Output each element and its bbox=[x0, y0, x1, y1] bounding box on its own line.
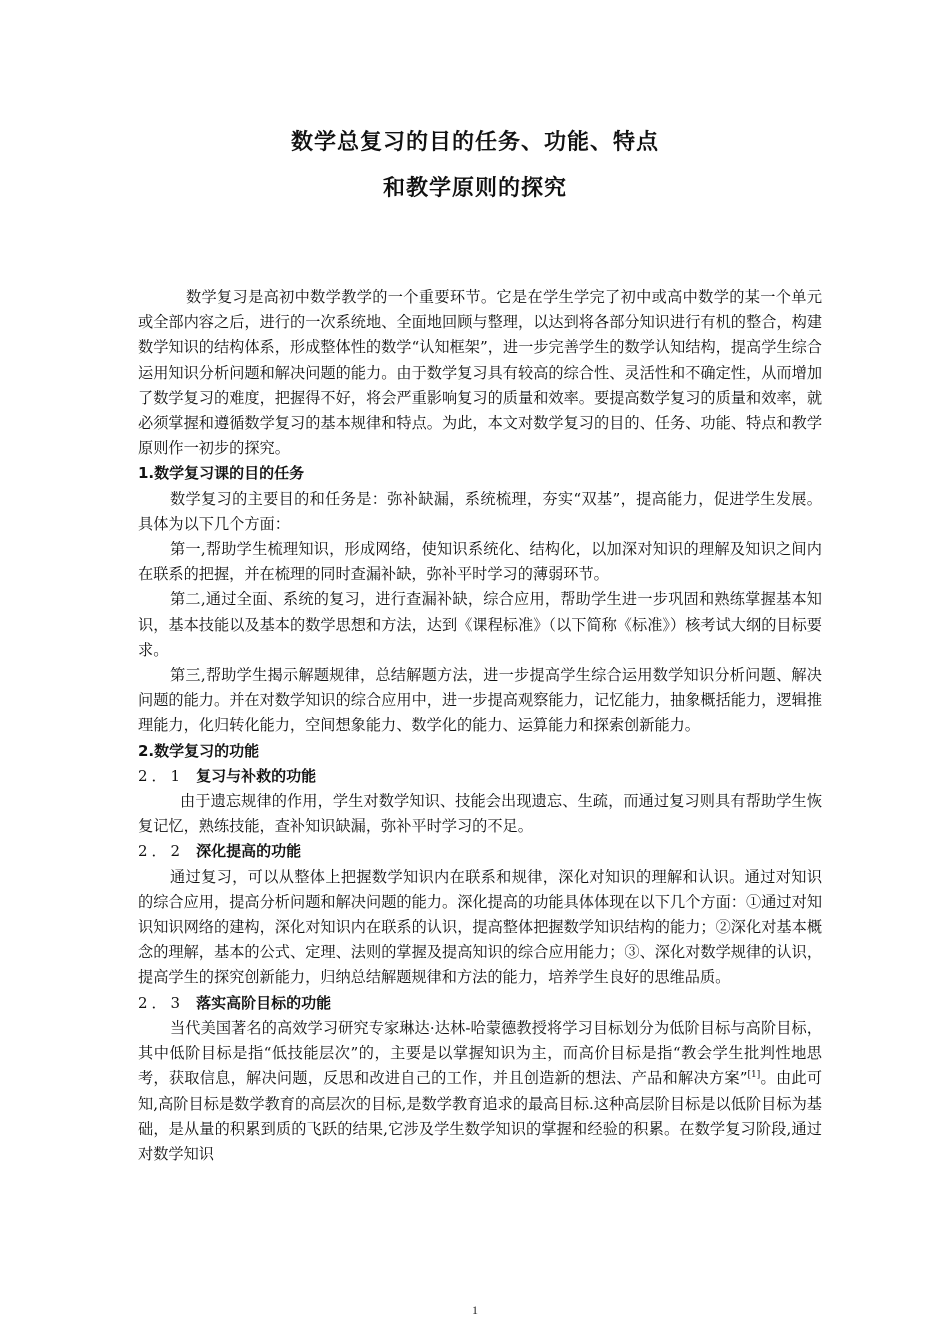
subsection-2-1-number: 2．1 bbox=[138, 766, 185, 785]
subsection-2-1-title: 复习与补救的功能 bbox=[196, 766, 317, 785]
subsection-2-3-number: 2．3 bbox=[138, 993, 185, 1012]
document-title-line-2: 和教学原则的探究 bbox=[382, 176, 567, 201]
section-1-heading: 1.数学复习课的目的任务 bbox=[138, 464, 305, 483]
subsection-2-3-paragraph-part-1: 当代美国著名的高效学习研究专家琳达·达林-哈蒙德教授将学习目标划分为低阶目标与高阶目标，其中低阶目标是指“低技能层次”的，主要是以掌握知识为主，而高价目标是指“教会学生批判性地思考，获取信息，解决问题，反思和改进自己的工作，并且创造新的想法、产品和解决方案” bbox=[138, 1018, 822, 1088]
intro-paragraph: 数学复习是高初中数学教学的一个重要环节。它是在学生学完了初中或高中数学的某一个单元或全部内容之后，进行的一次系统地、全面地回顾与整理，以达到将各部分知识进行有机的整合，构建数学知识的结构体系，形成整体性的数学“认知框架”，进一步完善学生的数学认知结构，提高学生综合运用知识分析问题和解决问题的能力。由于数学复习具有较高的综合性、灵活性和不确定性，从而增加了数学复习的难度，把握得不好，将会严重影响复习的质量和效率。要提高数学复习的质量和效率，就必须掌握和遵循数学复习的基本规律和特点。为此，本文对数学复习的目的、任务、功能、特点和教学原则作一初步的探究。 bbox=[138, 288, 822, 458]
section-2-heading: 2.数学复习的功能 bbox=[138, 741, 260, 760]
subsection-2-2-paragraph: 通过复习，可以从整体上把握数学知识内在联系和规律，深化对知识的理解和认识。通过对知识的综合应用，提高分析问题和解决问题的能力。深化提高的功能具体体现在以下几个方面：①通过对知识知识网络的建构，深化对知识内在联系的认识，提高整体把握数学知识结构的能力；②深化对基本概念的理解，基本的公式、定理、法则的掌握及提高知识的综合应用能力；③、深化对数学规律的认识，提高学生的探究创新能力，归纳总结解题规律和方法的能力，培养学生良好的思维品质。 bbox=[138, 867, 822, 987]
subsection-2-1-heading bbox=[138, 764, 822, 789]
subsection-2-2-heading bbox=[138, 839, 822, 864]
citation-reference[interactable]: [1] bbox=[747, 1070, 761, 1081]
subsection-2-2-number: 2．2 bbox=[138, 842, 185, 861]
page-number: 1 bbox=[472, 1303, 478, 1317]
subsection-2-3-heading bbox=[138, 991, 822, 1016]
subsection-2-3-paragraph bbox=[138, 1016, 822, 1167]
document-title-line-1: 数学总复习的目的任务、功能、特点 bbox=[290, 130, 659, 155]
subsection-2-1-paragraph: 由于遗忘规律的作用，学生对数学知识、技能会出现遗忘、生疏，而通过复习则具有帮助学生恢复记忆，熟练技能，查补知识缺漏，弥补平时学习的不足。 bbox=[138, 792, 822, 836]
subsection-2-3-paragraph-part-2: 。由此可知,高阶目标是数学教育的高层次的目标,是数学教育追求的最高目标.这种高层阶目标是以低阶目标为基础，是从量的积累到质的飞跃的结果,它涉及学生数学知识的掌握和经验的积累。在数学复习阶段,通过对数学知识 bbox=[138, 1069, 823, 1163]
section-1-paragraph-2: 第一,帮助学生梳理知识，形成网络，使知识系统化、结构化，以加深对知识的理解及知识之间内在联系的把握，并在梳理的同时查漏补缺，弥补平时学习的薄弱环节。 bbox=[138, 540, 822, 584]
section-1-paragraph-4: 第三,帮助学生揭示解题规律，总结解题方法，进一步提高学生综合运用数学知识分析问题、解决问题的能力。并在对数学知识的综合应用中，进一步提高观察能力，记忆能力，抽象概括能力，逻辑推理能力，化归转化能力，空间想象能力、数学化的能力、运算能力和探索创新能力。 bbox=[138, 666, 822, 735]
section-1-paragraph-1: 数学复习的主要目的和任务是：弥补缺漏，系统梳理，夯实“双基”，提高能力，促进学生发展。具体为以下几个方面： bbox=[138, 489, 822, 533]
document-body bbox=[138, 285, 822, 1167]
subsection-2-2-title: 深化提高的功能 bbox=[196, 842, 302, 861]
subsection-2-3-title: 落实高阶目标的功能 bbox=[196, 993, 332, 1012]
section-1-paragraph-3: 第二,通过全面、系统的复习，进行查漏补缺，综合应用，帮助学生进一步巩固和熟练掌握基本知识，基本技能以及基本的数学思想和方法，达到《课程标准》（以下简称《标准》）核考试大纲的目标要求。 bbox=[138, 590, 822, 659]
